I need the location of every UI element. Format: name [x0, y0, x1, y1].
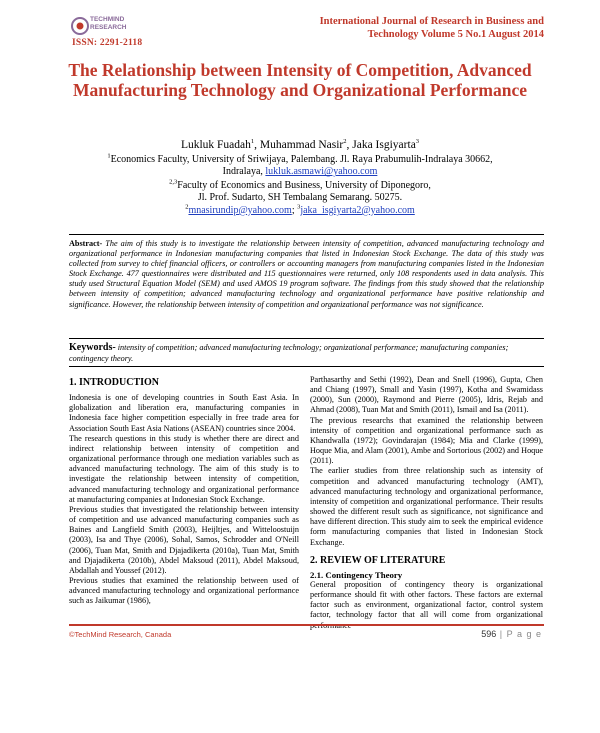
abstract-label: Abstract- [69, 239, 103, 248]
section-heading: 1. INTRODUCTION [69, 377, 160, 388]
section-divider [69, 234, 544, 235]
keywords [69, 343, 544, 364]
left-column [69, 378, 299, 606]
author-name: Jaka Isgiyarta [352, 139, 416, 151]
email-link[interactable]: lukluk.asmawi@yahoo.com [265, 166, 378, 178]
paper-title: The Relationship between Intensity of Competition, Advanced Manufacturing Technology and Organizational Performance [68, 60, 532, 100]
subsection-heading: 2.1. Contingency Theory [310, 569, 403, 580]
right-column [310, 375, 543, 631]
keywords-text: intensity of competition; advanced manufacturing technology; organizational performance; manufacturing companies; contingency theory. [69, 343, 509, 363]
author-name: Muhammad Nasir [259, 139, 344, 151]
section-heading: 2. REVIEW OF LITERATURE [310, 554, 446, 566]
paragraph: Parthasarthy and Sethi (1992), Dean and Snell (1996), Gupta, Chen and Chiang (1997), Small and Yasin (1997), Kotha and Swamidass (2000), Sun (2000), Raymond and Pierre (2005), Idris, Rejab and Ahmad (2008), Tuan Mat and Smith (2011), Ismail and Isa (2011). [310, 375, 543, 415]
author-name: Lukluk Fuadah [180, 139, 251, 151]
abstract-text: The aim of this study is to investigate the relationship between intensity of competition, advanced manufacturing technology and organizational performance in Indonesian manufacturing companies that listed in Indonesian Stock Exchange. The data of this study was collected from survey to chief financial officers, or controllers or accounting managers from manufacturing companies listed in the Indonesian Stock Exchange. 477 questionnaires were distributed and 115 questionnaires were returned, only 108 respondents used in data analysis. This study used Structural Equation Model (SEM) and used AMOS 19 program software. The findings from this study showed that the relationship between intensity of competition; advanced manufacturing technology and organizational performance have positive relationship and significance. However, the relationship between intensity of competition and organizational performance was not significance. [69, 239, 544, 309]
paragraph: The earlier studies from three relationship such as intensity of competition and advanced manufacturing technology (AMT), advanced manufacturing technology and organizational performance, intensity of competition and organizational performance. Their results showed the different result such as significance, not significance and have different direction. This study aim to seek the empirical evidence form manufacturing companies that listed in Indonesian Stock Exchange. [310, 466, 543, 547]
techmind-logo-icon [70, 16, 90, 36]
issn-number: ISSN: 2291-2118 [72, 38, 143, 48]
email-link[interactable]: jaka_isgiyarta2@yahoo.com [300, 204, 415, 216]
author-list: Lukluk Fuadah$^1$, Muhammad Nasir$^2$, Jaka Isgiyarta$^3$ [180, 138, 420, 151]
footer-copyright: ©TechMind Research, Canada [69, 630, 172, 639]
email-link[interactable]: mnasirundip@yahoo.com [188, 204, 292, 216]
section-divider [69, 338, 544, 339]
keywords-label: Keywords- [69, 342, 116, 353]
logo-wordmark: TECHMIND RESEARCH [90, 16, 127, 31]
paragraph: Indonesia is one of developing countries in South East Asia. In globalization and liberation era, manufacturing companies in Indonesia face higher competition especially in free trade area for Association South East Asia Nations (ASEAN) countries since 2004. [69, 393, 299, 433]
abstract [69, 239, 544, 310]
paragraph: The research questions in this study is whether there are direct and indirect relationship between intensity of competition and organizational performance through one mediation variables such as advanced manufacturing technology. The aim of this study is to investigate the relationship between intensity of competition, advanced manufacturing technology and organizational performance at manufacturing companies at Indonesian Stock Exchange. [69, 433, 299, 504]
paragraph: General proposition of contingency theory is organizational performance should fit with other factors. These factors are external factor such as environment, organizational factor, control system factor, technology factor that all will come from organizational [310, 579, 543, 620]
affiliation-2: $^{2,3}$Faculty of Economics and Business, University of Diponegoro, Jl. Prof. Sudarto, SH Tembalang Semarang. 50275. $^2$mnasirundip@yahoo.com; $^3$jaka_isgiyarta2@yahoo.com [169, 178, 431, 216]
paragraph: The previous researchs that examined the relationship between intensity of competition and organizational performance such as Khandwalla (1972); Govindarajan (1984); Mia and Clarke (1999), Hoque Mia, and Alam (2001), Ambe and Sortorious (2002) and Hoque (2011). [310, 415, 543, 466]
footer-divider [69, 624, 544, 626]
page-number: 596 | P a g e [481, 629, 542, 639]
paragraph: Previous studies that examined the relationship between used of advanced manufacturing technology and organizational performance such as Jaikumar (1986), [69, 575, 299, 606]
paragraph: Previous studies that investigated the relationship between intensity of competition and use advanced manufacturing companies such as Baines and Langfield Smith (2003), Heijltjes, and Witteloostuijn (2003), Isa and Thye (2006), Sohal, Samos, Schrodder and O'Neill (2006), Tuan Mat, Smith and Djajadikerta (2010a), Tuan Mat, Smith and Djajadikerta (2010b), Abdel Maksoud (2011), Abdel Maksoud, Abdallah and Youssef (2012). [69, 504, 299, 575]
affiliation-1: $^1$Economics Faculty, University of Sriwijaya, Palembang. Jl. Raya Prabumulih-Indralaya 30662, Indralaya, lukluk.asmawi@yahoo.com [107, 152, 493, 178]
publisher-logo [70, 14, 190, 50]
journal-citation: International Journal of Research in Business and Technology Volume 5 No.1 August 2014 [319, 16, 544, 40]
section-divider [69, 366, 544, 367]
